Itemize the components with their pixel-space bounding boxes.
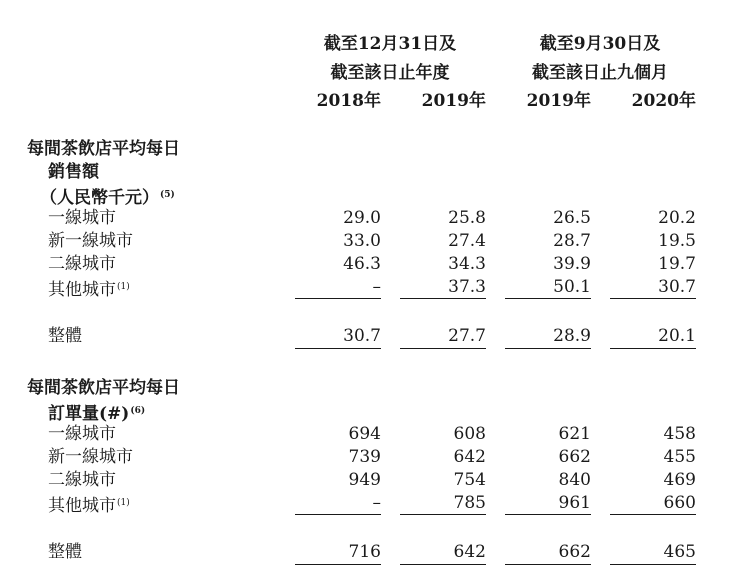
table-cell: 660 [663, 493, 696, 513]
section1-title-line3: （人民幣千元）$^{(5)}$ [40, 188, 175, 208]
table-cell: 949 [348, 470, 381, 490]
total-rule [610, 564, 696, 565]
table-cell: – [372, 493, 381, 513]
total-cell: 642 [453, 542, 486, 562]
row-label: 新一線城市 [48, 447, 133, 467]
section2-title-line2: 訂單量(#)$^{(6)}$ [48, 404, 146, 424]
subtotal-rule [295, 514, 381, 515]
section2-title-line1: 每間茶飲店平均每日 [27, 378, 180, 398]
table-cell: 19.7 [658, 254, 696, 274]
total-rule [295, 348, 381, 349]
table-cell: 39.9 [553, 254, 591, 274]
year-header-2019b: 2019年 [526, 91, 591, 111]
total-label: 整體 [48, 326, 82, 346]
total-rule [295, 564, 381, 565]
total-rule [610, 348, 696, 349]
table-cell: 26.5 [553, 208, 591, 228]
footnote-ref: (6) [130, 406, 146, 416]
table-cell: 739 [348, 447, 381, 467]
row-label: 二線城市 [48, 470, 116, 490]
table-cell: 694 [348, 424, 381, 444]
total-cell: 28.9 [553, 326, 591, 346]
table-cell: 754 [453, 470, 486, 490]
table-cell: 469 [663, 470, 696, 490]
total-cell: 465 [663, 542, 696, 562]
row-label: 新一線城市 [48, 231, 133, 251]
footnote-ref: (5) [160, 190, 175, 200]
row-label: 一線城市 [48, 424, 116, 444]
footnote-ref: (1) [117, 498, 130, 508]
header-period-2-line2: 截至該日止九個月 [532, 63, 668, 83]
total-rule [400, 564, 486, 565]
subtotal-rule [295, 298, 381, 299]
table-cell: 662 [558, 447, 591, 467]
total-cell: 27.7 [448, 326, 486, 346]
table-cell: 455 [663, 447, 696, 467]
table-cell: 29.0 [343, 208, 381, 228]
total-rule [505, 348, 591, 349]
subtotal-rule [400, 514, 486, 515]
section1-title-line2: 銷售額 [48, 162, 99, 182]
table-cell: 27.4 [448, 231, 486, 251]
row-label: 其他城市$^{(1)}$ [48, 496, 130, 516]
header-period-1-line1: 截至12月31日及 [323, 34, 457, 54]
year-header-2020: 2020年 [631, 91, 696, 111]
table-cell: 19.5 [658, 231, 696, 251]
table-cell: 840 [558, 470, 591, 490]
total-label: 整體 [48, 542, 82, 562]
table-cell: 621 [558, 424, 591, 444]
table-cell: 50.1 [553, 277, 591, 297]
subtotal-rule [505, 514, 591, 515]
subtotal-rule [610, 298, 696, 299]
table-cell: 34.3 [448, 254, 486, 274]
header-period-1-line2: 截至該日止年度 [330, 63, 450, 83]
total-cell: 716 [348, 542, 381, 562]
table-cell: 785 [453, 493, 486, 513]
footnote-ref: (1) [117, 282, 130, 292]
table-cell: 608 [453, 424, 486, 444]
subtotal-rule [400, 298, 486, 299]
year-header-2019a: 2019年 [421, 91, 486, 111]
subtotal-rule [505, 298, 591, 299]
table-cell: 961 [558, 493, 591, 513]
total-cell: 20.1 [658, 326, 696, 346]
table-cell: 20.2 [658, 208, 696, 228]
table-cell: 37.3 [448, 277, 486, 297]
row-label: 其他城市$^{(1)}$ [48, 280, 130, 300]
table-cell: 28.7 [553, 231, 591, 251]
year-header-2018: 2018年 [316, 91, 381, 111]
table-cell: 458 [663, 424, 696, 444]
table-cell: 642 [453, 447, 486, 467]
table-cell: – [372, 277, 381, 297]
table-cell: 30.7 [658, 277, 696, 297]
total-cell: 30.7 [343, 326, 381, 346]
table-cell: 25.8 [448, 208, 486, 228]
row-label: 一線城市 [48, 208, 116, 228]
total-rule [400, 348, 486, 349]
total-cell: 662 [558, 542, 591, 562]
section1-title-line1: 每間茶飲店平均每日 [27, 139, 180, 159]
table-cell: 46.3 [343, 254, 381, 274]
table-cell: 33.0 [343, 231, 381, 251]
subtotal-rule [610, 514, 696, 515]
total-rule [505, 564, 591, 565]
row-label: 二線城市 [48, 254, 116, 274]
header-period-2-line1: 截至9月30日及 [539, 34, 661, 54]
